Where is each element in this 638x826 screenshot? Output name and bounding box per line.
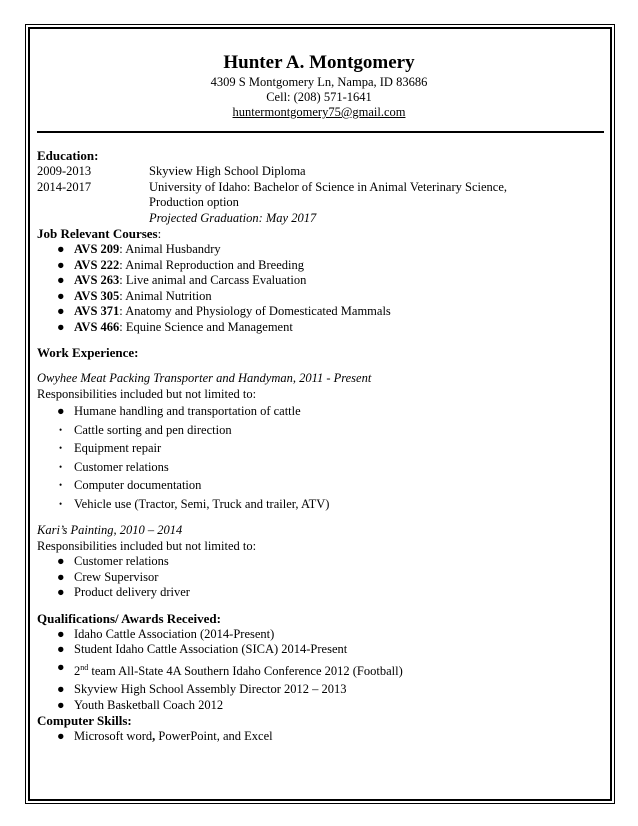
bullet-icon: ● (57, 626, 65, 641)
job-title: Kari’s Painting, 2010 – 2014 (37, 523, 183, 537)
awards-heading: Qualifications/ Awards Received: (37, 610, 221, 626)
job-intro: Responsibilities included but not limited to: (37, 538, 257, 553)
courses-list (37, 242, 607, 335)
projected-graduation: Projected Graduation: May 2017 (149, 210, 317, 225)
bullet-icon: ● (57, 242, 65, 256)
education-entry-continued (37, 195, 607, 211)
education-years: 2014-2017 (37, 179, 92, 194)
award-item: ● Student Idaho Cattle Association (SICA) 2014-Present (57, 642, 348, 656)
education-heading: Education: (37, 148, 99, 163)
bullet-icon: ● (57, 288, 65, 303)
phone: Cell: (208) 571-1641 (266, 90, 372, 104)
bullet-icon: • (59, 498, 63, 509)
bullet-icon: ● (57, 585, 65, 599)
awards-list (37, 627, 607, 714)
bullet-icon: ● (57, 659, 65, 674)
course-item: ● AVS 263: Live animal and Carcass Evaluation (57, 273, 307, 287)
education-projected-row (37, 211, 607, 227)
skill-item: ● Microsoft word, PowerPoint, and Excel (57, 729, 273, 744)
duty-item: ● Customer relations (57, 554, 169, 568)
bullet-icon: ● (57, 273, 65, 287)
bullet-icon: • (59, 480, 63, 490)
resume-body (37, 148, 607, 745)
job-duties-list (37, 402, 607, 513)
course-item: ● AVS 466: Equine Science and Management (57, 319, 293, 334)
bullet-icon: ● (57, 404, 65, 418)
duty-item: ● Humane handling and transportation of cattle (37, 402, 607, 421)
bullet-icon: ● (57, 697, 65, 712)
duty-item: • Cattle sorting and pen direction (37, 421, 607, 440)
bullet-icon: ● (57, 304, 65, 318)
course-item: ● AVS 209: Animal Husbandry (57, 242, 221, 256)
education-detail: Skyview High School Diploma (149, 164, 306, 178)
duty-item: ● Crew Supervisor (57, 569, 159, 584)
award-item: ● Youth Basketball Coach 2012 (57, 697, 224, 712)
bullet-icon: ● (57, 729, 65, 744)
education-detail: Production option (149, 195, 239, 209)
bullet-icon: ● (57, 569, 65, 584)
bullet-icon: ● (57, 642, 65, 656)
skills-heading: Computer Skills: (37, 713, 132, 729)
course-item: ● AVS 222: Animal Reproduction and Breeding (57, 257, 304, 272)
job-title: Owyhee Meat Packing Transporter and Handyman, 2011 - Present (37, 371, 372, 385)
email-link[interactable]: huntermontgomery75@gmail.com (232, 105, 406, 119)
duty-item: • Vehicle use (Tractor, Semi, Truck and trailer, ATV) (37, 495, 607, 514)
education-entry (37, 180, 607, 196)
award-item: ● 2nd team All-State 4A Southern Idaho Conference 2012 (Football) (57, 659, 403, 678)
course-item: ● AVS 371: Anatomy and Physiology of Domesticated Mammals (57, 304, 391, 318)
resume-name: Hunter A. Montgomery (223, 52, 415, 73)
bullet-icon: • (59, 461, 63, 472)
job-duties-list (37, 554, 607, 601)
duty-item: ● Product delivery driver (57, 585, 190, 599)
education-years: 2009-2013 (37, 164, 92, 178)
duty-item: • Equipment repair (37, 439, 607, 458)
course-item: ● AVS 305: Animal Nutrition (57, 288, 212, 303)
award-item: ● Skyview High School Assembly Director 2012 – 2013 (57, 681, 347, 696)
bullet-icon: ● (57, 319, 65, 334)
duty-item: • Customer relations (37, 458, 607, 477)
duty-item: • Computer documentation (37, 476, 607, 495)
bullet-icon: • (59, 424, 63, 435)
education-entry (37, 164, 607, 180)
courses-heading: Job Relevant Courses: (37, 226, 162, 241)
bullet-icon: • (59, 443, 63, 453)
work-heading: Work Experience: (37, 345, 139, 360)
skills-list (37, 729, 607, 745)
bullet-icon: ● (57, 257, 65, 272)
bullet-icon: ● (57, 554, 65, 568)
award-item: ● Idaho Cattle Association (2014-Present) (57, 626, 275, 641)
bullet-icon: ● (57, 681, 65, 696)
address: 4309 S Montgomery Ln, Nampa, ID 83686 (210, 75, 428, 89)
job-intro: Responsibilities included but not limited to: (37, 386, 257, 401)
education-detail: University of Idaho: Bachelor of Science in Animal Veterinary Science, (149, 179, 507, 194)
header-divider (37, 131, 604, 133)
